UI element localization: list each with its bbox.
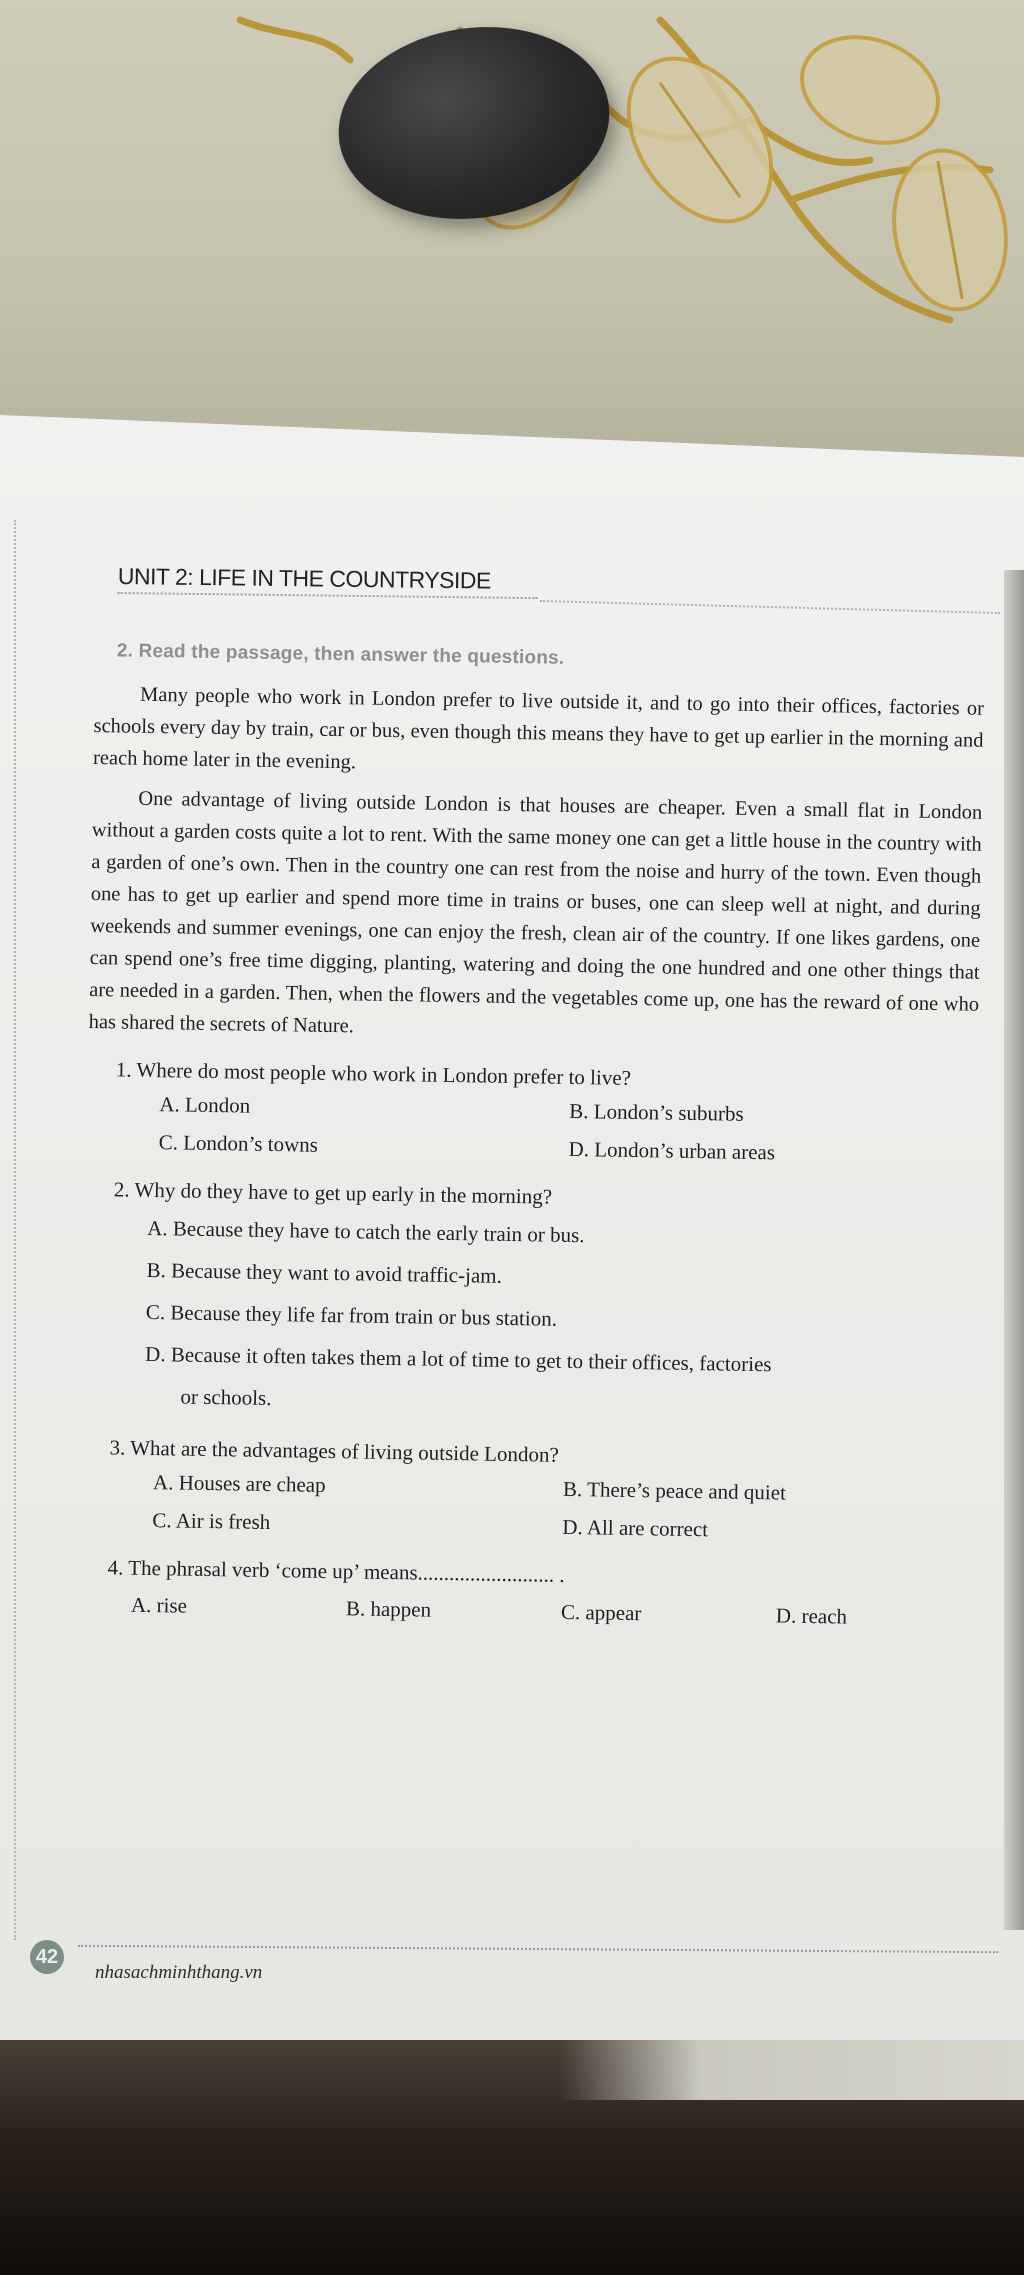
exercise-instruction: 2. Read the passage, then answer the questions. xyxy=(116,640,565,669)
option-c: C. appear xyxy=(560,1599,642,1626)
option-a: A. rise xyxy=(130,1592,188,1618)
option-c: C. Because they life far from train or bus station. xyxy=(145,1299,558,1331)
question-1 xyxy=(86,1052,978,1173)
question-4 xyxy=(79,1550,970,1639)
gold-leaf-pattern xyxy=(230,0,1024,360)
question-3 xyxy=(80,1430,972,1551)
options xyxy=(80,1464,971,1551)
option-b: B. happen xyxy=(345,1596,432,1622)
option-a: A. Houses are cheap xyxy=(152,1470,326,1497)
question-text: 4. The phrasal verb ‘come up’ means.......................... . xyxy=(107,1555,565,1587)
unit-title: UNIT 2: LIFE IN THE COUNTRYSIDE xyxy=(118,563,538,599)
footer-website: nhasachminhthang.vn xyxy=(95,1962,263,1983)
option-c: C. Air is fresh xyxy=(152,1508,271,1535)
question-text: 2. Why do they have to get up early in the morning? xyxy=(113,1177,553,1209)
option-d-continuation: or schools. xyxy=(180,1384,272,1411)
option-d: D. London’s urban areas xyxy=(568,1136,776,1165)
question-text: 3. What are the advantages of living outside London? xyxy=(109,1435,559,1467)
option-d: D. Because it often takes them a lot of time to get to their offices, factories xyxy=(144,1341,772,1377)
passage-paragraph-2: One advantage of living outside London is that houses are cheaper. Even a small flat in London without a garden costs quite a lot to rent. With the same money one can get a little house in the country with a garden of one’s own. Then in the country one can rest from the noise and hurry of the town. Even though one has to get up earlier and spend more time in trains or buses, one can sleep well at night, and during weekends and summer evenings, one can enjoy the fresh, clean air of the country. If one likes gardens, one can spend one’s free time digging, planting, watering and doing the one hundred and one other things that are needed in a garden. Then, when the flowers and the vegetables come up, one has the reward of one who has shared the secrets of Nature. xyxy=(88,787,983,1038)
options xyxy=(86,1086,977,1173)
option-a: A. London xyxy=(159,1092,251,1118)
option-b: B. London’s suburbs xyxy=(569,1098,744,1126)
options xyxy=(82,1206,975,1431)
passage-paragraph-1: Many people who work in London prefer to live outside it, and to go into their offices, factories or schools every day by train, car or bus, even though this means they have to get up earlier in the morning and reach home later in the evening. xyxy=(92,683,985,774)
page-number-badge: 42 xyxy=(30,1940,64,1974)
option-d: D. reach xyxy=(775,1603,848,1629)
option-b: B. Because they want to avoid traffic-jam. xyxy=(146,1257,503,1288)
question-2 xyxy=(82,1172,976,1431)
exercise-content xyxy=(79,640,985,1639)
option-c: C. London’s towns xyxy=(158,1130,319,1157)
option-b: B. There’s peace and quiet xyxy=(562,1476,787,1505)
page-left-border xyxy=(14,520,22,1940)
page-spine-edge xyxy=(1004,570,1024,1930)
question-text: 1. Where do most people who work in London prefer to live? xyxy=(115,1057,632,1090)
page-stack-edge xyxy=(560,2040,1024,2100)
option-d: D. All are correct xyxy=(562,1514,709,1542)
option-a: A. Because they have to catch the early train or bus. xyxy=(147,1215,585,1248)
